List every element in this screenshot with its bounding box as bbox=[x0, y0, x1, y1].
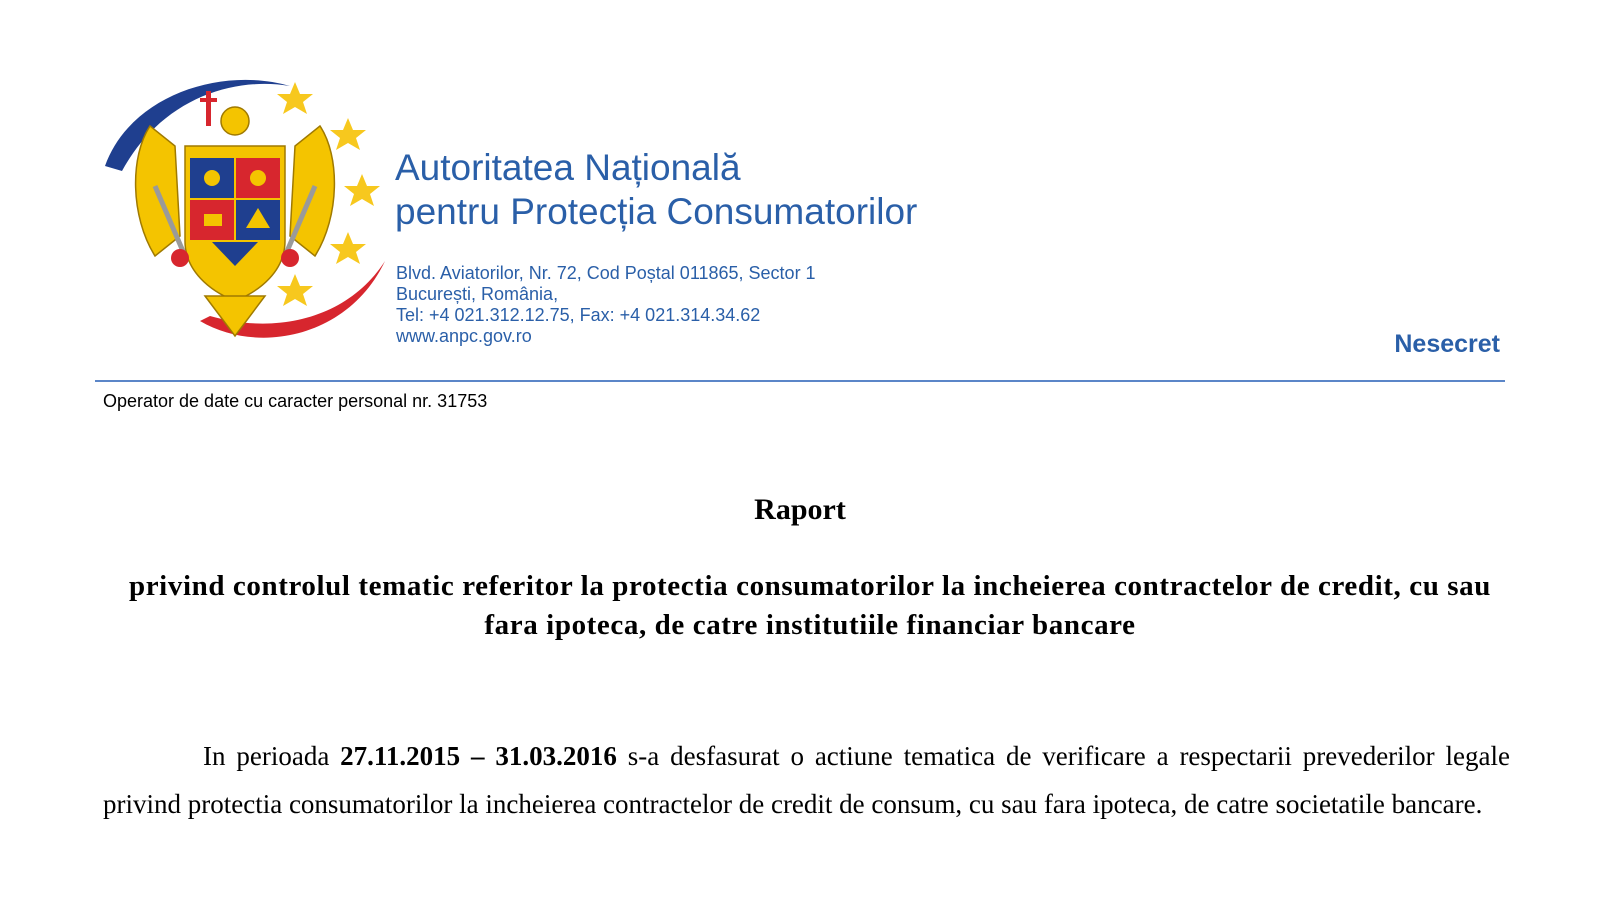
organization-name-line1: Autoritatea Națională bbox=[395, 147, 741, 188]
address-street: Blvd. Aviatorilor, Nr. 72, Cod Poștal 011865, Sector 1 bbox=[396, 263, 816, 283]
document-subtitle: privind controlul tematic referitor la protectia consumatorilor la incheierea contractelor de credit, cu sau fara ipoteca, de catre institutiile financiar bancare bbox=[128, 570, 1492, 641]
header-divider bbox=[95, 380, 1505, 382]
address-phone-fax: Tel: +4 021.312.12.75, Fax: +4 021.314.34.62 bbox=[396, 305, 761, 325]
paragraph-prefix: In perioada bbox=[203, 741, 341, 771]
organization-name-line2: pentru Protecția Consumatorilor bbox=[395, 191, 918, 232]
data-operator-line: Operator de date cu caracter personal nr. 31753 bbox=[103, 391, 488, 411]
coat-of-arms-icon bbox=[100, 66, 390, 346]
document-title: Raport bbox=[754, 493, 846, 526]
anpc-logo bbox=[100, 66, 390, 346]
paragraph-rest: s-a desfasurat o actiune tematica de verificare a respectarii prevederilor legale privind protectia consumatorilor la incheierea contractelor de credit de consum, cu sau fara ipoteca, de catre societatile bancare. bbox=[103, 741, 1510, 819]
address-city: București, România, bbox=[396, 284, 559, 304]
organization-name bbox=[395, 146, 917, 234]
address-website: www.anpc.gov.ro bbox=[396, 326, 532, 346]
paragraph-period: 27.11.2015 – 31.03.2016 bbox=[340, 741, 617, 771]
classification-label: Nesecret bbox=[1394, 330, 1500, 358]
address-block bbox=[396, 263, 816, 347]
body-paragraph bbox=[103, 732, 1510, 828]
